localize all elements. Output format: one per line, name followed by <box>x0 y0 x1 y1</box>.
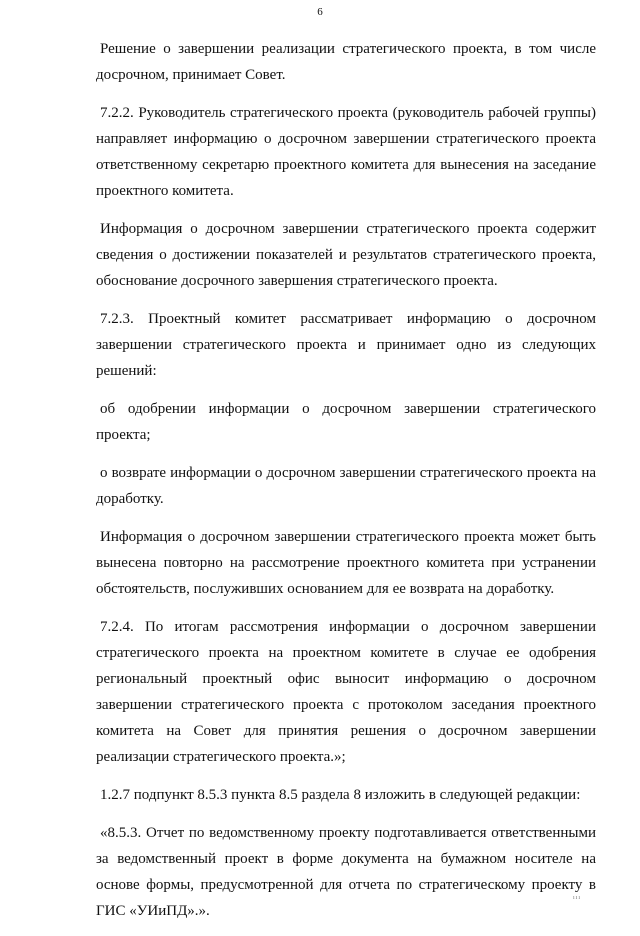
page-number: 6 <box>317 6 323 18</box>
paragraph-return-option: о возврате информации о досрочном завершении стратегического проекта на доработку. <box>96 465 596 507</box>
paragraph-7-2-3: 7.2.3. Проектный комитет рассматривает информацию о досрочном завершении стратегического проекта и принимает одно из следующих решений: <box>96 311 596 379</box>
paragraph-info-contents: Информация о досрочном завершении стратегического проекта содержит сведения о достижении показателей и результатов стратегического проекта, обоснование досрочного завершения стратегического проекта. <box>96 221 596 289</box>
footer-mark: ııı <box>573 895 582 901</box>
document-body <box>96 36 596 936</box>
paragraph-approval-option: об одобрении информации о досрочном завершении стратегического проекта; <box>96 401 596 443</box>
paragraph-7-2-2: 7.2.2. Руководитель стратегического проекта (руководитель рабочей группы) направляет информацию о досрочном завершении стратегического проекта ответственному секретарю проектного комитета для вынесения на заседание проектного комитета. <box>96 105 596 199</box>
paragraph-8-5-3: «8.5.3. Отчет по ведомственному проекту подготавливается ответственными за ведомственный проект в форме документа на бумажном носителе на основе формы, предусмотренной для отчета по стратегическому проекту в ГИС «УИиПД».». <box>96 825 596 919</box>
paragraph-resubmission: Информация о досрочном завершении стратегического проекта может быть вынесена повторно на рассмотрение проектного комитета при устранении обстоятельств, послуживших основанием для ее возврата на доработку. <box>96 529 596 597</box>
paragraph-decision-council: Решение о завершении реализации стратегического проекта, в том числе досрочном, принимает Совет. <box>96 41 596 83</box>
paragraph-1-2-7: 1.2.7 подпункт 8.5.3 пункта 8.5 раздела 8 изложить в следующей редакции: <box>100 787 581 803</box>
paragraph-7-2-4: 7.2.4. По итогам рассмотрения информации о досрочном завершении стратегического проекта на проектном комитете в случае ее одобрения региональный проектный офис выносит информацию о досрочном завершении стратегического проекта с протоколом заседания проектного комитета на Совет для принятия решения о досрочном завершении реализации стратегического проекта.»; <box>96 619 596 765</box>
